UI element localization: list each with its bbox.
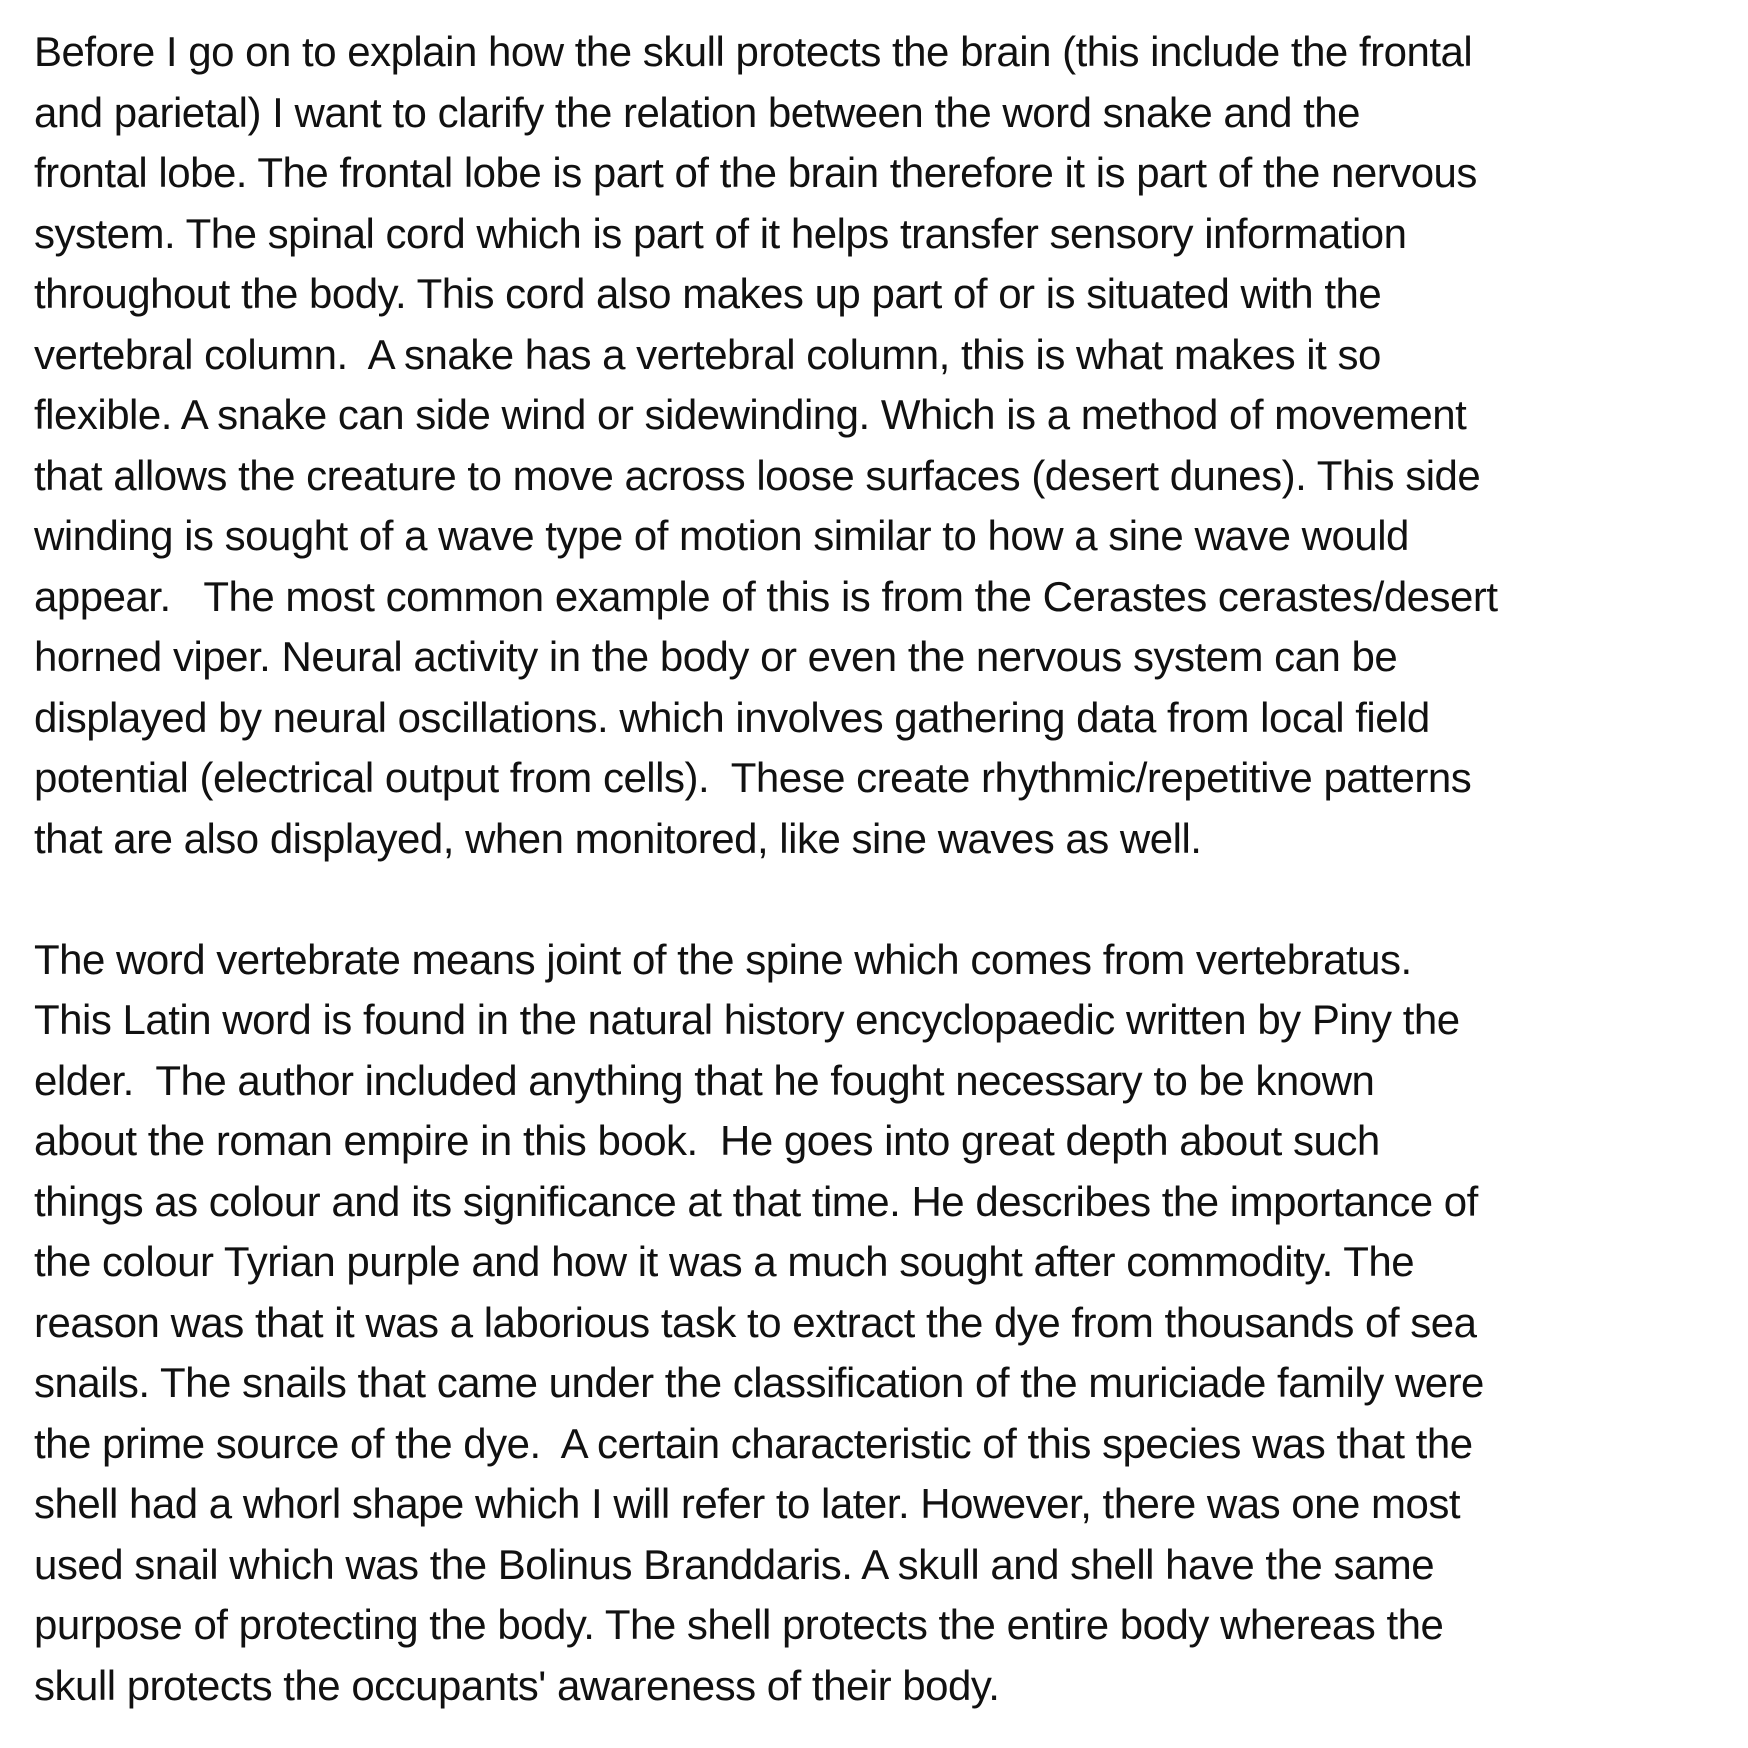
text-line: potential (electrical output from cells). These create rhythmic/repetitive patterns	[34, 754, 1472, 801]
text-line: that are also displayed, when monitored, like sine waves as well.	[34, 814, 1202, 862]
paragraph-2	[34, 930, 1724, 1717]
text-line: system. The spinal cord which is part of it helps transfer sensory information	[34, 209, 1407, 257]
text-line: appear. The most common example of this is from the Cerastes cerastes/desert	[34, 572, 1498, 620]
paragraph-gap	[34, 869, 1724, 930]
text-line: the prime source of the dye. A certain characteristic of this species was that the	[34, 1419, 1473, 1467]
text-line: This Latin word is found in the natural history encyclopaedic written by Piny the	[34, 996, 1460, 1043]
text-line: used snail which was the Bolinus Branddaris. A skull and shell have the same	[34, 1540, 1435, 1588]
text-line: skull protects the occupants' awareness of their body.	[34, 1661, 1000, 1709]
text-line: snails. The snails that came under the classification of the muriciade family were	[34, 1359, 1484, 1406]
text-line: about the roman empire in this book. He goes into great depth about such	[34, 1117, 1380, 1164]
text-line: frontal lobe. The frontal lobe is part of the brain therefore it is part of the nervous	[34, 149, 1477, 196]
text-line: winding is sought of a wave type of motion similar to how a sine wave would	[34, 512, 1409, 559]
text-line: displayed by neural oscillations. which involves gathering data from local field	[34, 693, 1430, 741]
text-line: purpose of protecting the body. The shell protects the entire body whereas the	[34, 1601, 1444, 1648]
text-line: and parietal) I want to clarify the relation between the word snake and the	[34, 88, 1360, 136]
text-line: throughout the body. This cord also makes up part of or is situated with the	[34, 270, 1382, 317]
text-line: horned viper. Neural activity in the body or even the nervous system can be	[34, 633, 1398, 680]
text-line: shell had a whorl shape which I will refer to later. However, there was one most	[34, 1480, 1461, 1527]
text-line: that allows the creature to move across loose surfaces (desert dunes). This side	[34, 451, 1481, 499]
paragraph-1	[34, 22, 1724, 869]
text-line: Before I go on to explain how the skull protects the brain (this include the frontal	[34, 28, 1473, 75]
text-line: things as colour and its significance at that time. He describes the importance of	[34, 1177, 1478, 1225]
document-body	[34, 22, 1724, 1716]
text-line: elder. The author included anything that he fought necessary to be known	[34, 1056, 1375, 1104]
text-line: the colour Tyrian purple and how it was a much sought after commodity. The	[34, 1238, 1415, 1285]
text-line: The word vertebrate means joint of the spine which comes from vertebratus.	[34, 935, 1412, 983]
text-line: vertebral column. A snake has a vertebral column, this is what makes it so	[34, 330, 1381, 378]
text-line: reason was that it was a laborious task to extract the dye from thousands of sea	[34, 1298, 1477, 1346]
text-line: flexible. A snake can side wind or sidewinding. Which is a method of movement	[34, 391, 1467, 438]
